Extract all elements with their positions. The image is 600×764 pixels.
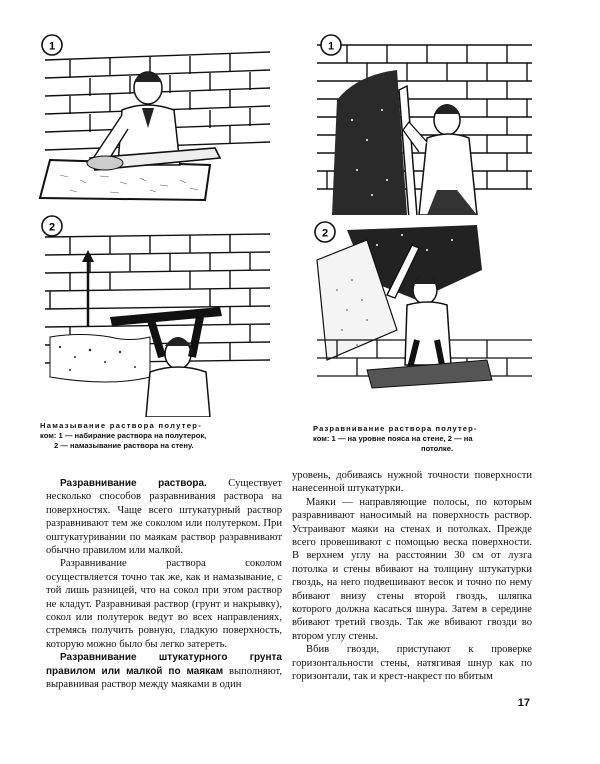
- text-column-right: [292, 469, 532, 684]
- figure-top-left: [30, 30, 275, 205]
- paragraph-text: Вбив гвозди, приступают к проверке горизонтальности стены, натягивая шнур как по горизонтали, так и крест-накрест по вбитым: [292, 644, 532, 683]
- paragraph: [292, 643, 532, 683]
- illustration-leveling-wall: [307, 30, 537, 215]
- caption-line: ком: 1 — на уровне пояса на стене, 2 — на: [313, 434, 473, 443]
- illustration-plastering-scoop: [30, 30, 275, 205]
- paragraph-text: Разравнивание раствора соколом осуществляется точно так же, как и намазывание, с той лишь разницей, что на сокол при этом раствор не кладут. Разравнивая раствор (грунт и накрывку), сокол или полутерок ведут во всех направлениях, стремясь получить ровную, гладкую поверхность, которую можно было бы легко затереть.: [46, 558, 282, 650]
- paragraph-text: уровень, добиваясь нужной точности поверхности нанесенной штукатурки.: [292, 470, 532, 495]
- page-number: 17: [517, 697, 530, 709]
- caption-line: потолке.: [421, 444, 454, 453]
- caption-line: ком: 1 — набирание раствора на полутерок,: [40, 431, 207, 440]
- figure-bottom-left: [30, 212, 275, 417]
- paragraph: [46, 651, 282, 691]
- caption-left: [40, 421, 280, 451]
- paragraph: [292, 496, 532, 643]
- figure-number-badge: 1: [48, 40, 56, 53]
- paragraph-text: Существует несколько способов разравнивания раствора на поверхностях. Чаще всего штукатурный раствор разравнивают тем же соколом или полутерком. При оштукатуривании по маякам раствор разравнивают обычно правилом или малкой.: [46, 478, 282, 557]
- figure-number-badge: 2: [48, 221, 56, 234]
- illustration-leveling-ceiling: [307, 220, 537, 390]
- section-heading: Разравнивание штукатурного грунта правилом или малкой по маякам: [46, 652, 282, 677]
- figure-number-badge: 1: [327, 40, 335, 53]
- caption-line: Намазывание раствора полутер-: [40, 421, 203, 430]
- caption-right: [313, 424, 553, 454]
- section-heading: Разравнивание раствора.: [60, 478, 207, 489]
- caption-line: 2 — намазывание раствора на стену.: [54, 441, 194, 450]
- figure-bottom-right: [307, 220, 537, 390]
- text-column-left: [46, 477, 282, 692]
- paragraph: [292, 469, 532, 496]
- paragraph-text: выполняют, выравнивая раствор между маяками в один: [46, 665, 282, 691]
- figure-number-badge: 2: [321, 227, 329, 240]
- illustration-plastering-ceiling-wall: [30, 212, 275, 417]
- paragraph: [46, 557, 282, 651]
- paragraph: [46, 477, 282, 557]
- paragraph-text: Маяки — направляющие полосы, по которым разравнивают наносимый на поверхность раствор. Устраивают маяки на стенах и потолках. Прежде всего провешивают с помощью веска поверхности. В верхнем углу на расстоянии 30 см от лузга потолка и стены вбивают на толщину штукатурки гвоздь, на него подвешивают весок и точно по нему вбивают внизу стены второй гвоздь, шляпка которого должна касаться шнура. Затем в середине вбивают третий гвоздь. Так же вбивают гвозди во втором углу стены.: [292, 496, 532, 642]
- caption-line: Разравнивание раствора полутер-: [313, 424, 478, 433]
- figure-top-right: [307, 30, 537, 215]
